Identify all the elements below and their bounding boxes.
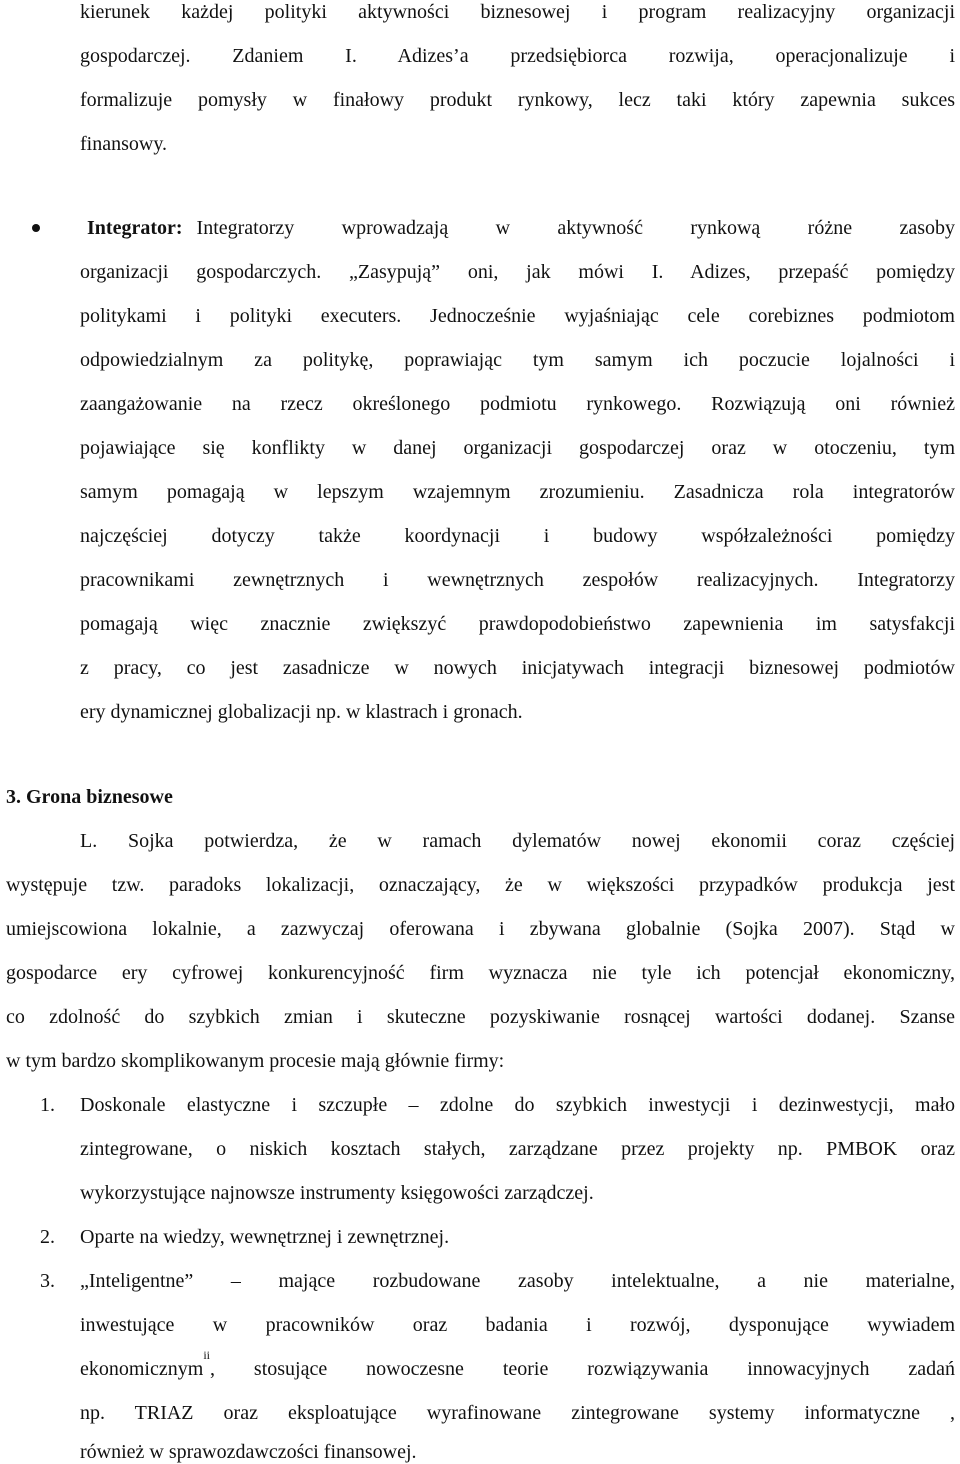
- list-number: 2.: [40, 1226, 55, 1248]
- list-item-line: również w sprawozdawczości finansowej.: [80, 1441, 417, 1463]
- list-item-line: [80, 1348, 955, 1381]
- paragraph-line: formalizuje pomysły w finałowy produkt rynkowy, lecz taki który zapewnia sukces: [80, 89, 955, 111]
- list-item-text: ekonomicznym: [80, 1358, 204, 1380]
- paragraph-line: kierunek każdej polityki aktywności biznesowej i program realizacyjny organizacji: [80, 1, 955, 23]
- paragraph-line: L. Sojka potwierdza, że w ramach dylematów nowej ekonomii coraz częściej: [80, 830, 955, 852]
- section-heading: 3. Grona biznesowe: [6, 786, 173, 808]
- paragraph-line: pojawiające się konflikty w danej organizacji gospodarczej oraz w otoczeniu, tym: [80, 437, 955, 459]
- list-item-line: Oparte na wiedzy, wewnętrznej i zewnętrznej.: [80, 1226, 450, 1248]
- list-number: 1.: [40, 1094, 55, 1116]
- integrator-first-line: [80, 216, 955, 240]
- paragraph-line: ery dynamicznej globalizacji np. w klastrach i gronach.: [80, 701, 523, 723]
- list-item-line: wykorzystujące najnowsze instrumenty księgowości zarządczej.: [80, 1182, 594, 1204]
- paragraph-line: umiejscowiona lokalnie, a zazwyczaj oferowana i zbywana globalnie (Sojka 2007). Stąd w: [6, 918, 955, 940]
- paragraph-line: finansowy.: [80, 133, 168, 155]
- list-number: 3.: [40, 1270, 55, 1292]
- paragraph-line: najczęściej dotyczy także koordynacji i budowy współzależności pomiędzy: [80, 525, 955, 547]
- paragraph-line: co zdolność do szybkich zmian i skuteczne pozyskiwanie rosnącej wartości dodanej. Szanse: [6, 1006, 955, 1028]
- list-item-line: Doskonale elastyczne i szczupłe – zdolne do szybkich inwestycji i dezinwestycji, mało: [80, 1094, 955, 1116]
- list-item-line: „Inteligentne” – mające rozbudowane zasoby intelektualne, a nie materialne,: [80, 1270, 955, 1292]
- paragraph-line: z pracy, co jest zasadnicze w nowych inicjatywach integracji biznesowej podmiotów: [80, 657, 955, 679]
- paragraph-line: samym pomagają w lepszym wzajemnym zrozumieniu. Zasadnicza rola integratorów: [80, 481, 955, 503]
- paragraph-line: gospodarce ery cyfrowej konkurencyjność firm wyznacza nie tyle ich potencjał ekonomiczny,: [6, 962, 955, 984]
- integrator-label: Integrator:: [87, 217, 183, 239]
- list-item-line: zintegrowane, o niskich kosztach stałych, zarządzane przez projekty np. PMBOK oraz: [80, 1138, 955, 1160]
- list-item-line: inwestujące w pracowników oraz badania i rozwój, dysponujące wywiadem: [80, 1314, 955, 1336]
- paragraph-line: w tym bardzo skomplikowanym procesie mają głównie firmy:: [6, 1050, 505, 1072]
- integrator-first-line-text: Integratorzy wprowadzają w aktywność rynkową różne zasoby: [196, 217, 955, 239]
- footnote-ref[interactable]: ii: [203, 1348, 210, 1362]
- paragraph-line: występuje tzw. paradoks lokalizacji, oznaczający, że w większości przypadków produkcja jest: [6, 874, 955, 896]
- paragraph-line: politykami i polityki executers. Jednocześnie wyjaśniając cele corebiznes podmiotom: [80, 305, 955, 327]
- paragraph-line: organizacji gospodarczych. „Zasypują” oni, jak mówi I. Adizes, przepaść pomiędzy: [80, 261, 955, 283]
- paragraph-line: zaangażowanie na rzecz określonego podmiotu rynkowego. Rozwiązują oni również: [80, 393, 955, 415]
- list-item-text: , stosujące nowoczesne teorie rozwiązywania innowacyjnych zadań: [209, 1358, 955, 1380]
- paragraph-line: odpowiedzialnym za politykę, poprawiając tym samym ich poczucie lojalności i: [80, 349, 955, 371]
- bullet-icon: [32, 224, 40, 232]
- list-item-line: np. TRIAZ oraz eksploatujące wyrafinowane zintegrowane systemy informatyczne ,: [80, 1402, 955, 1424]
- paragraph-line: gospodarczej. Zdaniem I. Adizes’a przedsiębiorca rozwija, operacjonalizuje i: [80, 45, 955, 67]
- paragraph-line: pomagają więc znacznie zwiększyć prawdopodobieństwo zapewnienia im satysfakcji: [80, 613, 955, 635]
- paragraph-line: pracownikami zewnętrznych i wewnętrznych zespołów realizacyjnych. Integratorzy: [80, 569, 955, 591]
